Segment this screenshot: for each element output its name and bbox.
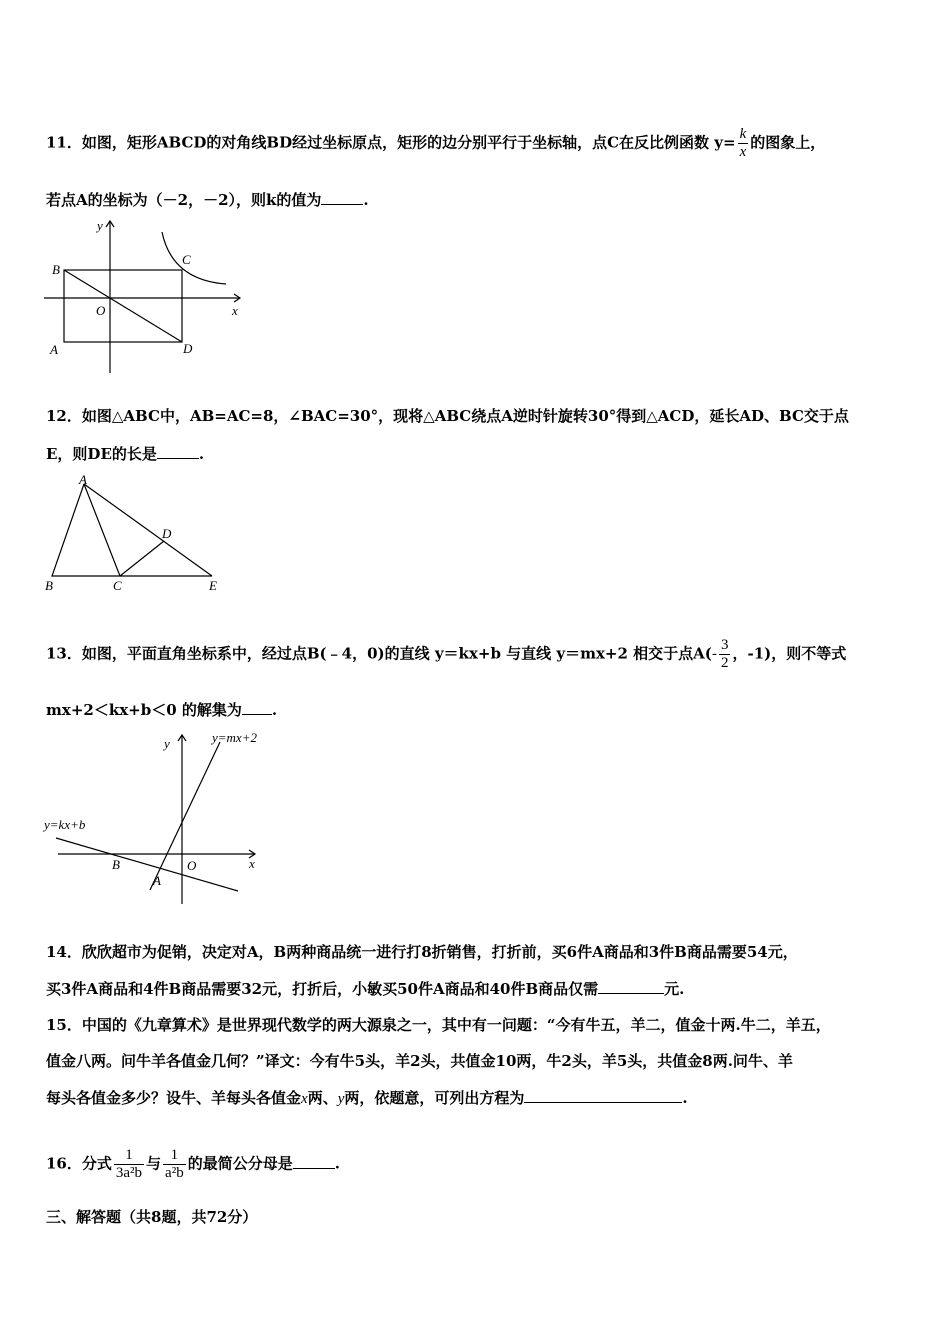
q15-line1: 15．中国的《九章算术》是世界现代数学的两大源泉之一，其中有一问题：“今有牛五，羊二，值金十两.牛二，羊五， xyxy=(46,1016,831,1034)
q11-label-d: D xyxy=(183,341,193,356)
q13-fraction: $\frac{3}{2}$ xyxy=(720,637,729,671)
q12-triangle-abc xyxy=(52,484,120,576)
q11-line2: 若点A的坐标为（－2，－2），则k的值为 . xyxy=(46,191,369,209)
q11-figure xyxy=(44,218,249,378)
q16-line: 16．分式 $\frac{1}{\text{3a²b}}$ 与 $\frac{1}{\text{a²b}}$ 的最简公分母是 . xyxy=(46,1147,340,1181)
q13-label-o: O xyxy=(187,858,197,873)
q13-label-line-mx2: y=mx+2 xyxy=(212,730,257,745)
q15-line2: 值金八两。问牛羊各值金几何？”译文：今有牛5头，羊2头，共值金10两，牛2头，羊5头，共值金8两.问牛、羊 xyxy=(46,1052,793,1070)
q13-label-x: x xyxy=(249,856,255,871)
q12-label-d: D xyxy=(162,526,172,541)
q11-answer-blank[interactable] xyxy=(321,190,363,205)
q13-line-kxb xyxy=(56,838,238,891)
section-heading: 三、解答题（共8题，共72分） xyxy=(46,1208,258,1226)
q12-label-c: C xyxy=(113,578,122,593)
q11-label-y: y xyxy=(97,218,103,233)
q12-line-cd xyxy=(120,541,164,576)
q13-label-a: A xyxy=(153,873,161,888)
q11-label-c: C xyxy=(182,252,191,267)
q14-answer-blank[interactable] xyxy=(598,979,664,994)
q12-figure xyxy=(42,472,227,597)
q16-fraction-1: $\frac{1}{\text{3a²b}}$ xyxy=(115,1147,143,1181)
q12-line-ae xyxy=(84,484,212,576)
q11-label-a: A xyxy=(50,342,58,357)
q11-hyperbola xyxy=(162,232,226,284)
q16-fraction-2: $\frac{1}{\text{a²b}}$ xyxy=(165,1147,184,1181)
q12-label-e: E xyxy=(209,578,217,593)
q11-fraction: $\frac{k}{x}$ xyxy=(739,126,747,160)
q12-label-a: A xyxy=(79,472,87,487)
q13-answer-blank[interactable] xyxy=(242,700,272,715)
q14-line1: 14．欣欣超市为促销，决定对A，B两种商品统一进行打8折销售，打折前，买6件A商品和3件B商品需要54元， xyxy=(46,943,798,961)
q13-label-line-kxb: y=kx+b xyxy=(44,817,86,832)
q11-label-b: B xyxy=(52,262,60,277)
q11-line1: 11．如图，矩形ABCD的对角线BD经过坐标原点，矩形的边分别平行于坐标轴，点C在反比例函数 y= $\frac{k}{x}$ 的图象上， xyxy=(46,126,826,160)
q13-label-b: B xyxy=(112,857,120,872)
q15-line3: 每头各值金多少？设牛、羊每头各值金x两、y两，依题意，可列出方程为 . xyxy=(46,1089,688,1107)
q13-line-mx2 xyxy=(150,742,220,890)
q11-diagonal-bd xyxy=(64,270,182,342)
q11-label-x: x xyxy=(232,303,238,318)
q13-line2: mx+2＜kx+b＜0 的解集为 . xyxy=(46,701,278,719)
q13-line1: 13．如图，平面直角坐标系中，经过点B(﹣4，0)的直线 y＝kx+b 与直线 y＝mx+2 相交于点A(- $\frac{3}{2}$ ，-1)，则不等式 xyxy=(46,637,847,671)
q13-label-y: y xyxy=(164,736,170,751)
q13-figure xyxy=(42,728,277,908)
q15-answer-blank[interactable] xyxy=(524,1088,682,1103)
q12-line1: 12．如图△ABC中，AB=AC=8，∠BAC=30°，现将△ABC绕点A逆时针旋转30°得到△ACD，延长AD、BC交于点 xyxy=(46,407,849,425)
q16-answer-blank[interactable] xyxy=(293,1154,335,1169)
q12-label-b: B xyxy=(45,578,53,593)
q12-line2: E，则DE的长是 . xyxy=(46,445,205,463)
q11-label-o: O xyxy=(96,303,106,318)
q14-line2: 买3件A商品和4件B商品需要32元，打折后，小敏买50件A商品和40件B商品仅需 元. xyxy=(46,980,685,998)
q12-answer-blank[interactable] xyxy=(157,444,199,459)
